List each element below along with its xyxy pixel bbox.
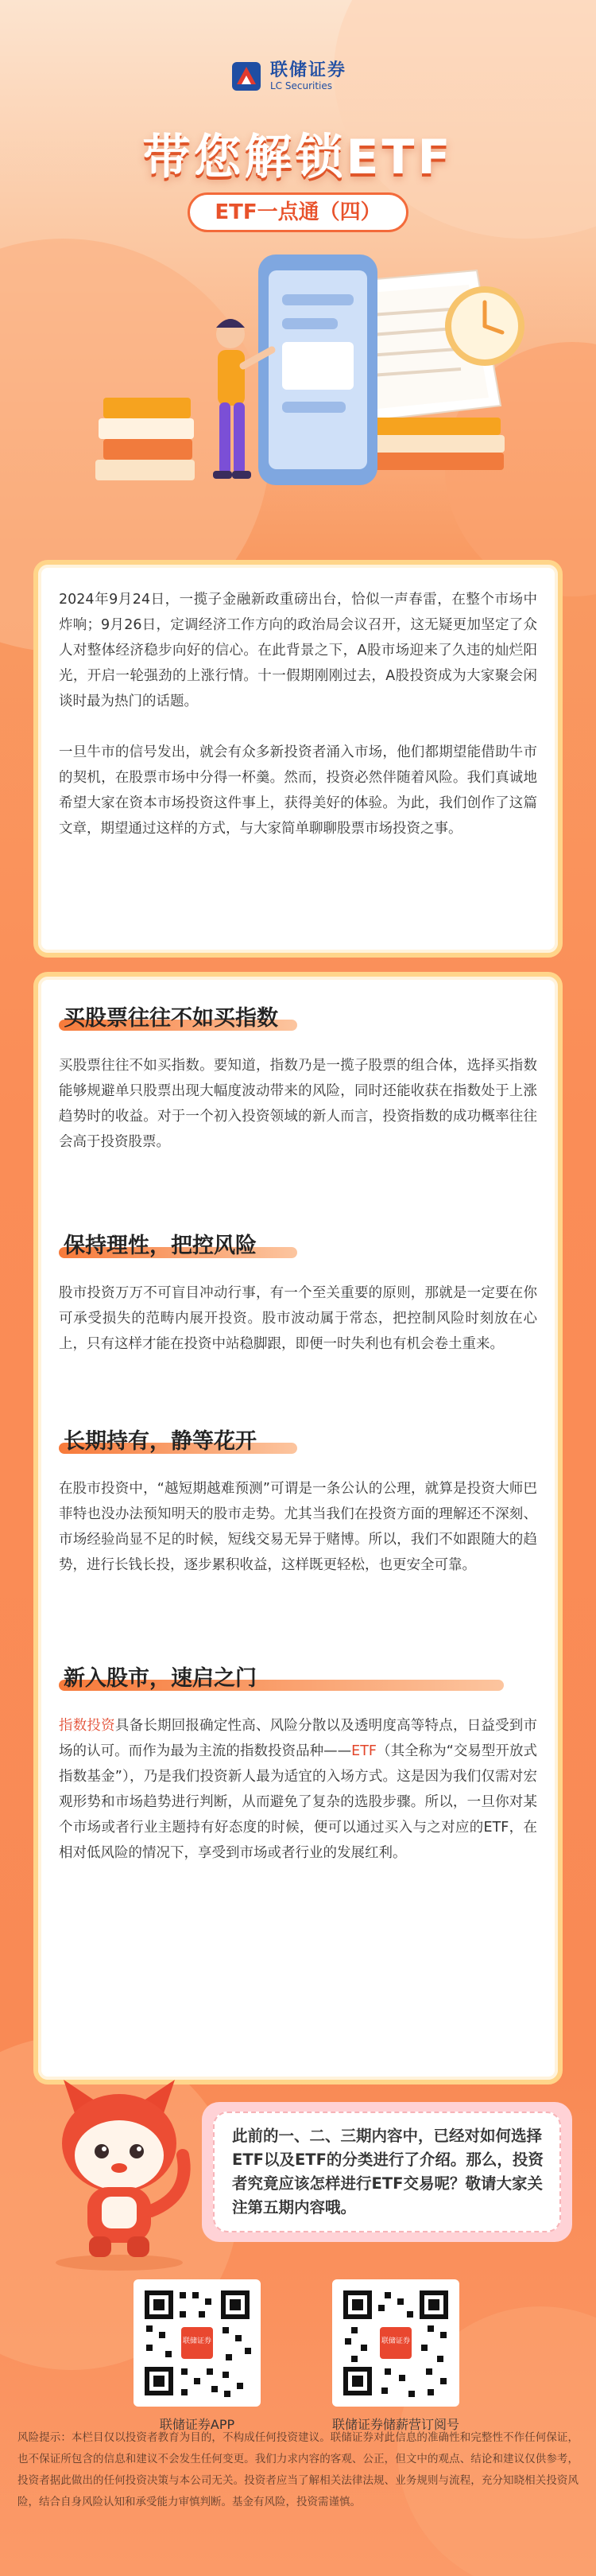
- section-heading: [64, 1228, 257, 1259]
- mascot-icon: [32, 2068, 207, 2275]
- intro-paragraph: 2024年9月24日，一揽子金融新政重磅出台，恰似一声春雷，在整个市场中炸响；9月26日，定调经济工作方向的政治局会议召开，这无疑更加坚定了众人对整体经济稳步向好的信心。在此背景之下，A股市场迎来了久违的灿烂阳光，开启一轮强劲的上涨行情。十一假期刚刚过去，A股投资成为大家聚会闲谈时最为热门的话题。: [59, 592, 537, 709]
- notice-bubble: [202, 2102, 572, 2242]
- qr-badge: 联储证券: [381, 2337, 410, 2345]
- brand-name-en: LC Securities: [270, 80, 333, 91]
- intro-paragraph: 一旦牛市的信号发出，就会有众多新投资者涌入市场，他们都期望能借助牛市的契机，在股票市场中分得一杯羹。然而，投资必然伴随着风险。我们真诚地希望大家在资本市场投资这件事上，获得美好的体验。为此，我们创作了这篇文章，期望通过这样的方式，与大家简单聊聊股票市场投资之事。: [59, 744, 537, 837]
- qr-caption: 联储证券APP: [159, 2417, 235, 2432]
- section-body: 股市投资万万不可盲目冲动行事，有一个至关重要的原则，那就是一定要在你可承受损失的范畴内展开投资。股市波动属于常态，把控制风险时刻放在心上，只有这样才能在投资中站稳脚跟，即便一时失利也有机会卷土重来。: [59, 1285, 537, 1352]
- qr-code-subscription[interactable]: [332, 2279, 459, 2407]
- section-heading: [64, 1000, 278, 1032]
- section-title: 新入股市，速启之门: [64, 1666, 257, 1691]
- books-icon: [95, 398, 195, 480]
- clock-icon: [448, 289, 521, 363]
- phone-icon: [258, 254, 377, 485]
- books-icon: [366, 418, 505, 470]
- highlight-term: 指数投资: [59, 1718, 115, 1734]
- section-heading: [64, 1424, 257, 1455]
- section-title: 长期持有，静等花开: [64, 1429, 257, 1454]
- risk-disclaimer: 风险提示：本栏目仅以投资者教育为目的，不构成任何投资建议。联储证券对此信息的准确性和完整性不作任何保证，也不保证所包含的信息和建议不会发生任何变更。我们力求内容的客观、公正，但文中的观点、结论和建议仅供参考，投资者据此做出的任何投资决策与本公司无关。投资者应当了解相关法律法规、业务规则与流程，充分知晓相关投资风险，结合自身风险认知和承受能力审慎判断。基金有风险，投资需谨慎。: [17, 2431, 579, 2508]
- intro-card: [33, 560, 563, 958]
- highlight-term: ETF: [351, 1743, 377, 1759]
- notice-text: 此前的一、二、三期内容中，已经对如何选择ETF以及ETF的分类进行了介绍。那么，投资者究竟应该怎样进行ETF交易呢？敬请大家关注第五期内容哦。: [232, 2127, 544, 2217]
- page-subtitle: ETF一点通（四）: [188, 192, 408, 232]
- section-title: 买股票往往不如买指数: [64, 1006, 278, 1031]
- qr-caption: 联储证券储薪营订阅号: [331, 2417, 459, 2432]
- hero-illustration: [87, 239, 532, 557]
- section-body: 指数投资具备长期回报确定性高、风险分散以及透明度高等特点，日益受到市场的认可。而作为最为主流的指数投资品种——ETF（其全称为“交易型开放式指数基金”），乃是我们投资新人最为适宜的入场方式。这是因为我们仅需对宏观形势和市场趋势进行判断，从而避免了复杂的选股步骤。所以，一旦你对某个市场或者行业主题持有好态度的时候，便可以通过买入与之对应的ETF，在相对低风险的情况下，享受到市场或者行业的发展红利。: [59, 1718, 538, 1861]
- brand-name-cn: 联储证券: [270, 60, 347, 80]
- qr-badge: 联储证券: [182, 2337, 211, 2345]
- section-body: 买股票往往不如买指数。要知道，指数乃是一揽子股票的组合体，选择买指数能够规避单只股票出现大幅度波动带来的风险，同时还能收获在指数处于上涨趋势时的收益。对于一个初入投资领域的新人而言，投资指数的成功概率往往会高于投资股票。: [59, 1058, 537, 1150]
- content-card: [33, 972, 563, 2085]
- logo-icon: [230, 60, 262, 92]
- section-heading: [64, 1661, 257, 1692]
- qr-code-app[interactable]: [134, 2279, 261, 2407]
- page-title: 带您解锁ETF: [142, 130, 454, 185]
- section-body: 在股市投资中，“越短期越难预测”可谓是一条公认的公理，就算是投资大师巴菲特也没办法预知明天的股市走势。尤其当我们在投资方面的理解还不深刻、市场经验尚显不足的时候，短线交易无异于赌博。所以，我们不如跟随大的趋势，进行长钱长投，逐步累积收益，这样既更轻松，也更安全可靠。: [59, 1481, 537, 1573]
- brand-logo: [230, 60, 346, 92]
- section-title: 保持理性，把控风险: [64, 1234, 257, 1258]
